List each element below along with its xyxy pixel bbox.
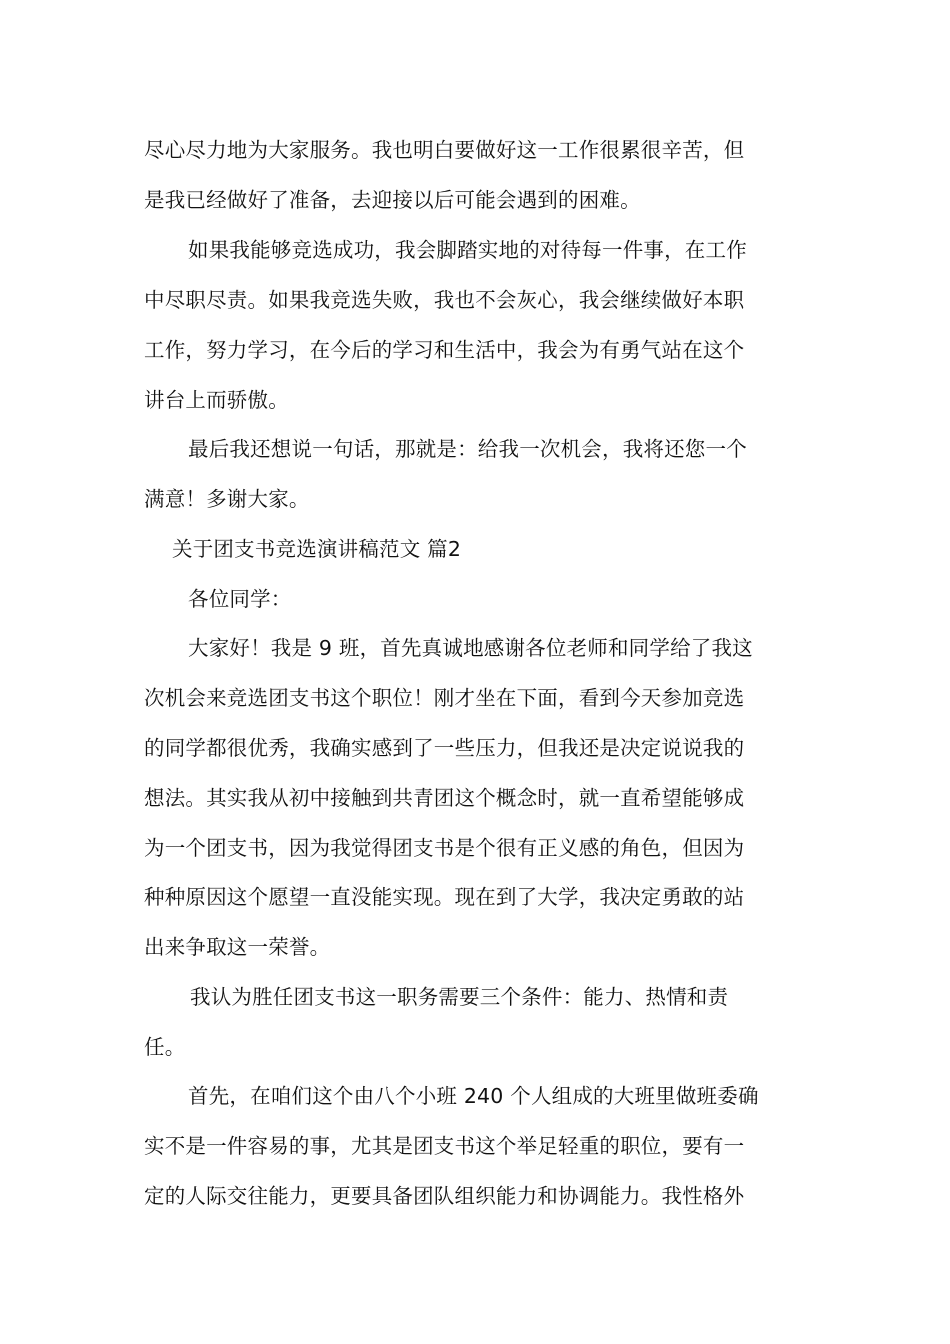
text-line: 定的人际交往能力，更要具备团队组织能力和协调能力。我性格外 xyxy=(144,1184,745,1208)
text-line: 的同学都很优秀，我确实感到了一些压力，但我还是决定说说我的 xyxy=(144,736,745,760)
text-line: 大家好！我是 9 班，首先真诚地感谢各位老师和同学给了我这 xyxy=(188,636,753,660)
text-line: 想法。其实我从初中接触到共青团这个概念时，就一直希望能够成 xyxy=(144,786,745,810)
text-line: 满意！多谢大家。 xyxy=(144,487,310,511)
text-line: 讲台上而骄傲。 xyxy=(144,388,289,412)
text-line: 尽心尽力地为大家服务。我也明白要做好这一工作很累很辛苦，但 xyxy=(144,138,745,162)
text-line: 如果我能够竞选成功，我会脚踏实地的对待每一件事，在工作 xyxy=(188,238,747,262)
section-heading: 关于团支书竞选演讲稿范文 篇2 xyxy=(172,537,462,561)
text-line: 我认为胜任团支书这一职务需要三个条件：能力、热情和责 xyxy=(190,985,729,1009)
text-line: 任。 xyxy=(144,1035,186,1059)
text-line: 首先，在咱们这个由八个小班 240 个人组成的大班里做班委确 xyxy=(188,1084,759,1108)
text-line: 中尽职尽责。如果我竞选失败，我也不会灰心，我会继续做好本职 xyxy=(144,288,745,312)
text-line: 为一个团支书，因为我觉得团支书是个很有正义感的角色，但因为 xyxy=(144,836,745,860)
salutation: 各位同学： xyxy=(188,587,292,611)
text-line: 是我已经做好了准备，去迎接以后可能会遇到的困难。 xyxy=(144,188,641,212)
text-line: 最后我还想说一句话，那就是：给我一次机会，我将还您一个 xyxy=(188,437,747,461)
text-line: 次机会来竞选团支书这个职位！刚才坐在下面，看到今天参加竞选 xyxy=(144,686,745,710)
text-line: 工作，努力学习，在今后的学习和生活中，我会为有勇气站在这个 xyxy=(144,338,745,362)
text-line: 出来争取这一荣誉。 xyxy=(144,935,331,959)
text-line: 实不是一件容易的事，尤其是团支书这个举足轻重的职位，要有一 xyxy=(144,1134,745,1158)
text-line: 种种原因这个愿望一直没能实现。现在到了大学，我决定勇敢的站 xyxy=(144,885,745,909)
